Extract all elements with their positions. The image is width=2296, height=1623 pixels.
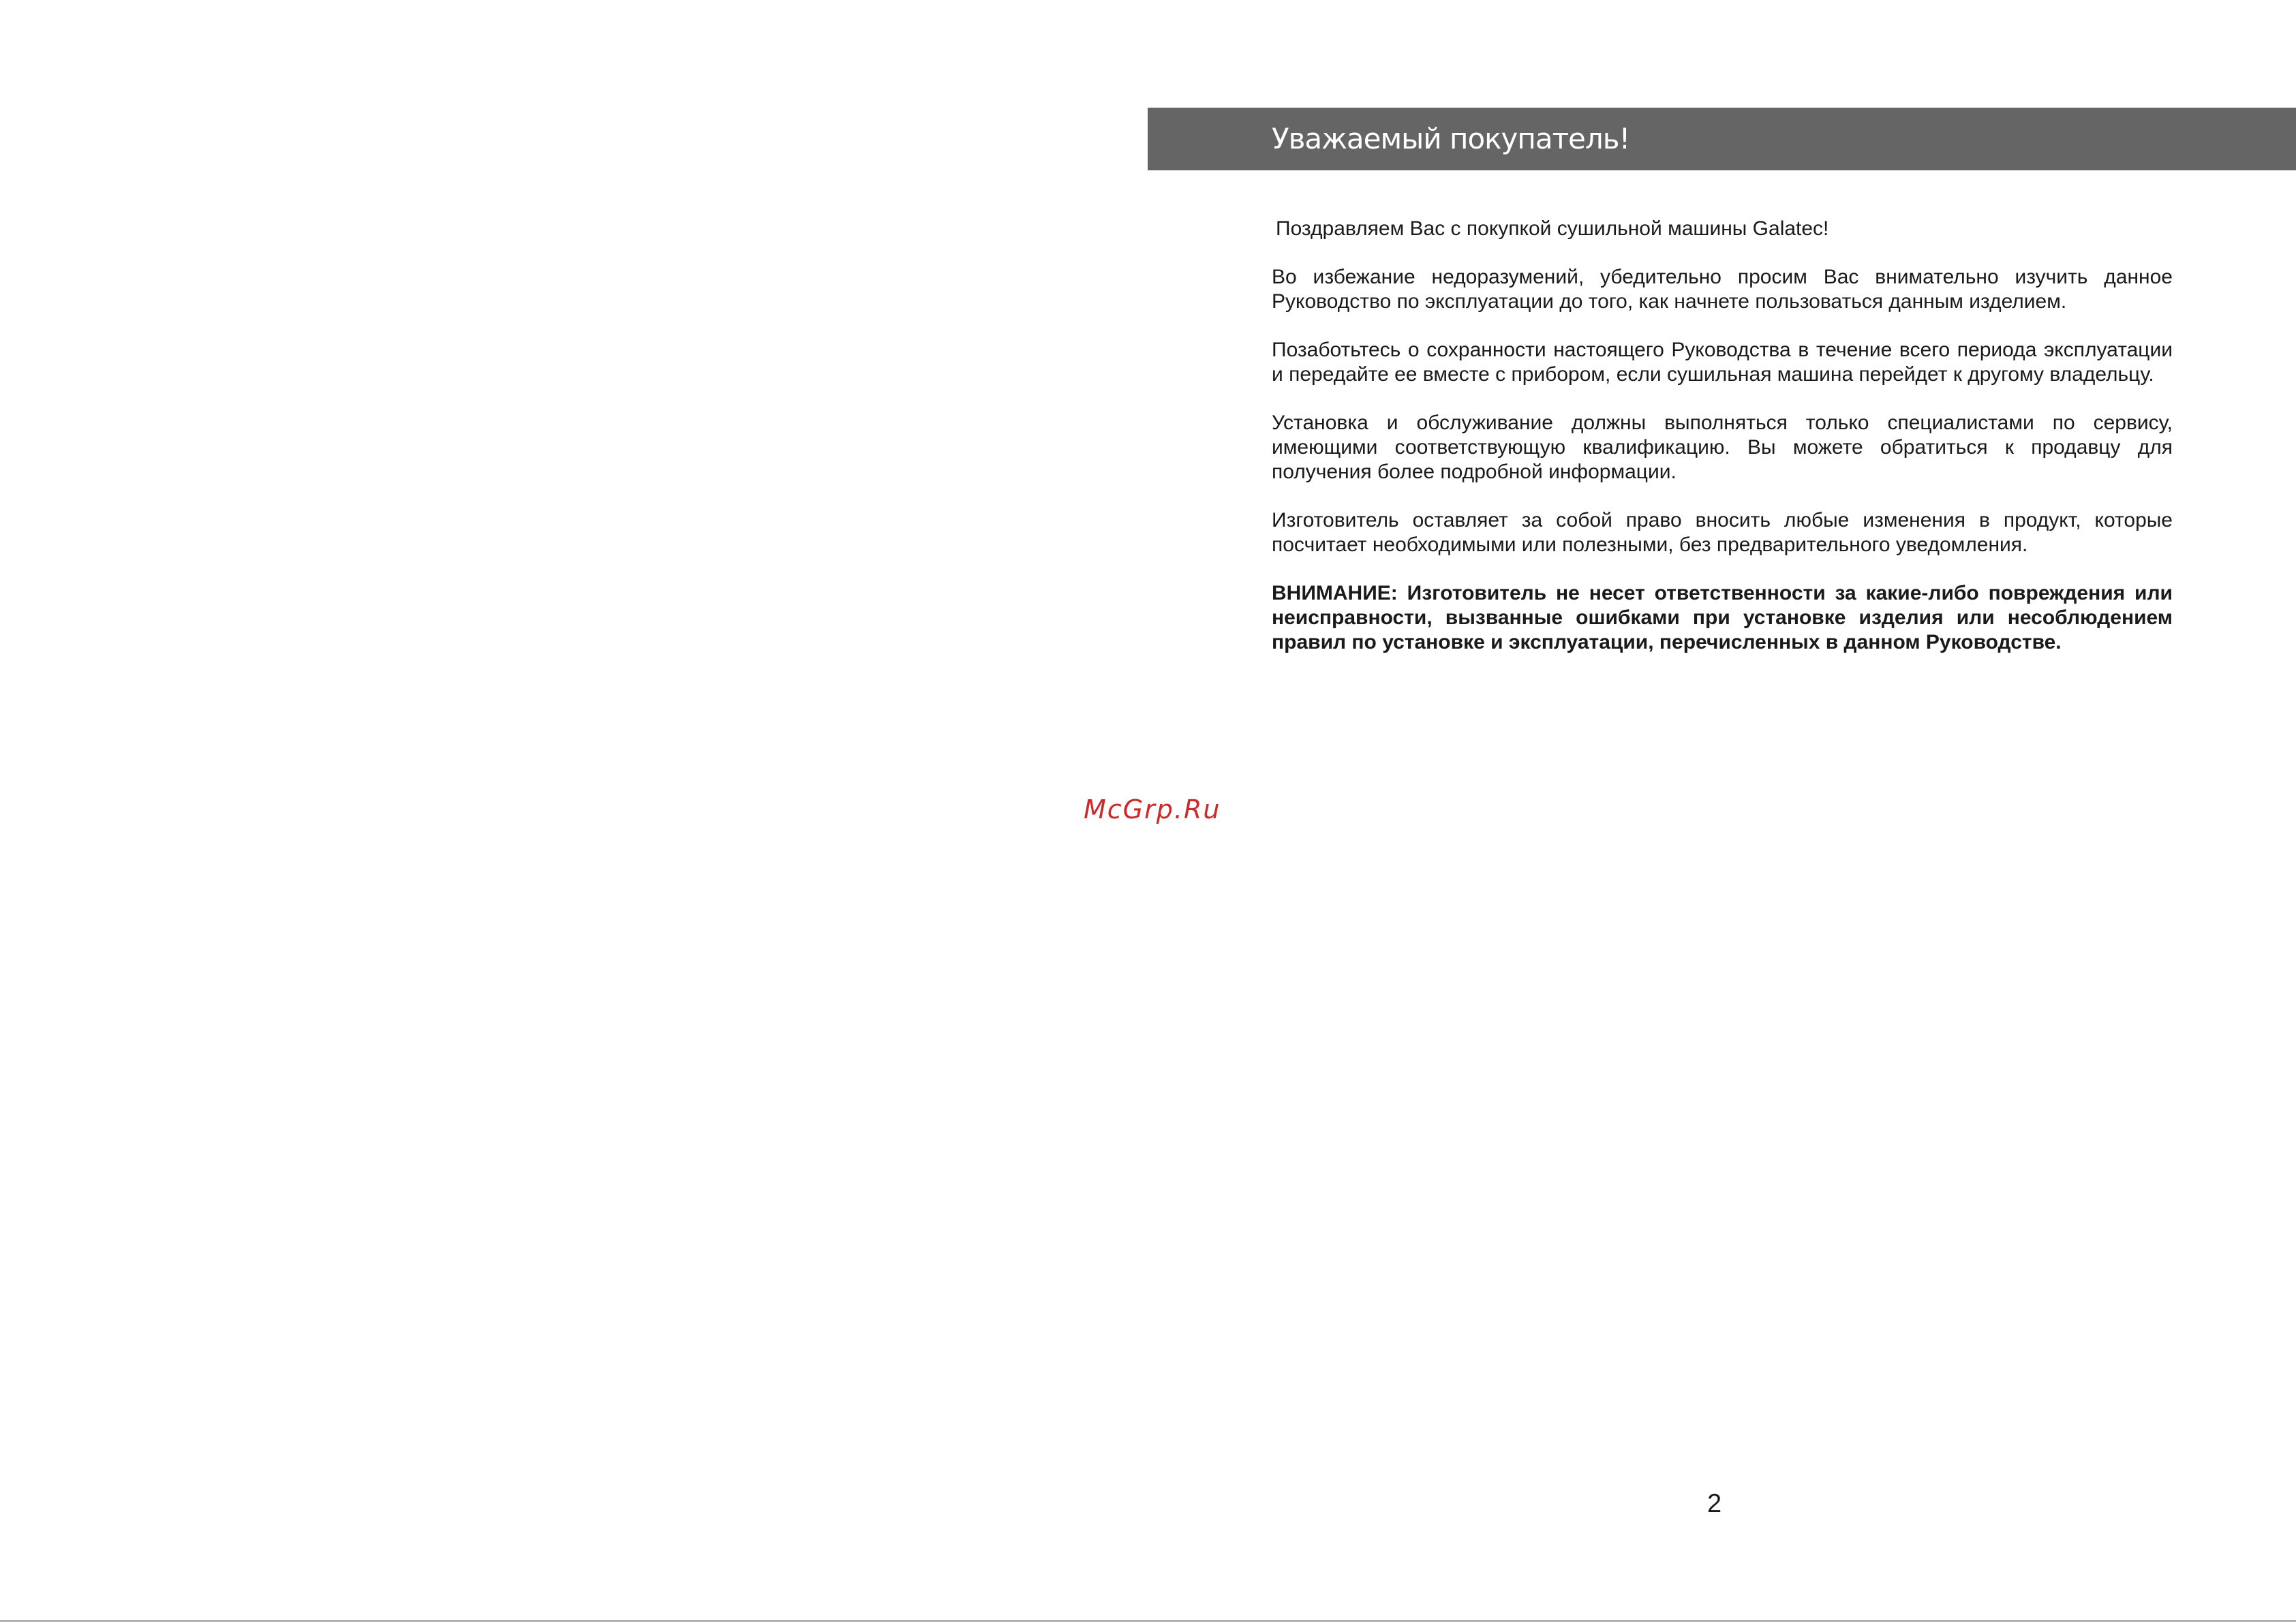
installation-service-paragraph: Установка и обслуживание должны выполняться только специалистами по сервису, имеющими соответствующую квалификацию. Вы можете обратиться к продавцу для получения более подробной информации.: [1272, 412, 2173, 483]
keep-manual-paragraph: Позаботьтесь о сохранности настоящего Руководства в течение всего периода эксплуатации и передайте ее вместе с прибором, если сушильная машина перейдет к другому владельцу.: [1272, 339, 2173, 386]
manufacturer-rights-paragraph: Изготовитель оставляет за собой право вносить любые изменения в продукт, которые посчитает необходимыми или полезными, без предварительного уведомления.: [1272, 509, 2173, 556]
study-manual-paragraph: Во избежание недоразумений, убедительно просим Вас внимательно изучить данное Руководство по эксплуатации до того, как начнете пользоваться данным изделием.: [1272, 266, 2173, 313]
body-text: [1272, 217, 2173, 679]
greeting-paragraph: Поздравляем Вас с покупкой сушильной машины Galatec!: [1276, 217, 1829, 240]
watermark-link[interactable]: McGrp.Ru: [1084, 794, 1221, 824]
page-number: 2: [1707, 1489, 1722, 1518]
header-bar: [1148, 108, 2296, 170]
warning-paragraph: ВНИМАНИЕ: Изготовитель не несет ответственности за какие-либо повреждения или неисправности, вызванные ошибками при установке изделия или несоблюдением правил по установке и эксплуатации, перечисленных в данном Руководстве.: [1272, 582, 2173, 653]
page-title: Уважаемый покупатель!: [1272, 122, 1630, 155]
bottom-divider: [0, 1620, 2296, 1622]
